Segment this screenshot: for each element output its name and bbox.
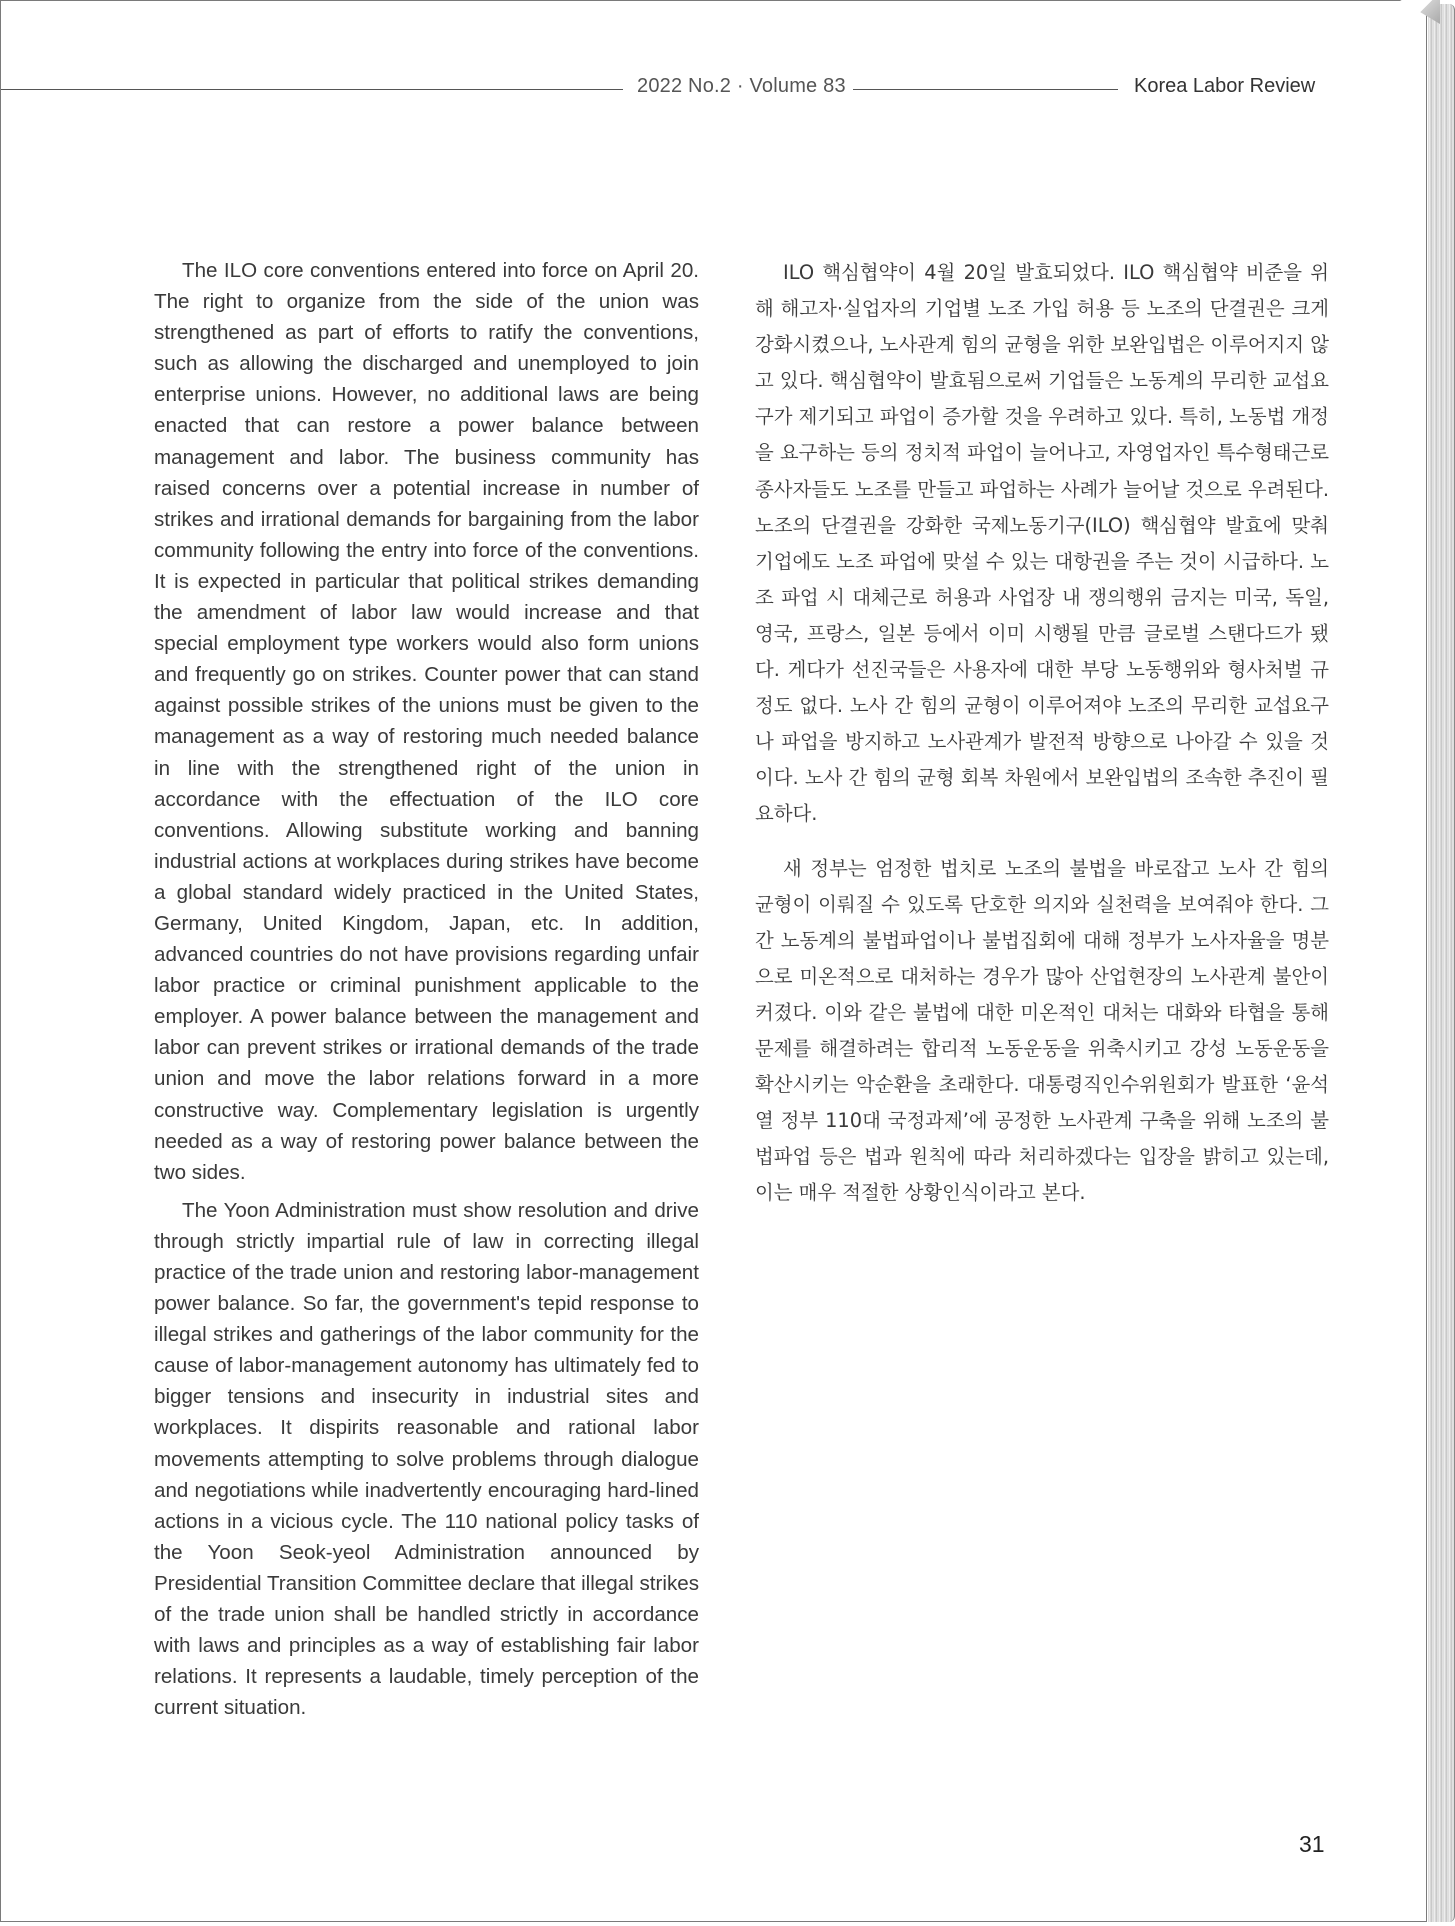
page-header <box>1 75 1331 105</box>
korean-column <box>755 255 1329 1211</box>
korean-paragraph-2: 새 정부는 엄정한 법치로 노조의 불법을 바로잡고 노사 간 힘의 균형이 이뤄질 수 있도록 단호한 의지와 실천력을 보여줘야 한다. 그간 노동계의 불법파업이나 불법집회에 대해 정부가 노사자율을 명분으로 미온적으로 대처하는 경우가 많아 산업현장의 노사관계 불안이 커졌다. 이와 같은 불법에 대한 미온적인 대처는 대화와 타협을 통해 문제를 해결하려는 합리적 노동운동을 위축시키고 강성 노동운동을 확산시키는 악순환을 초래한다. 대통령직인수위원회가 발표한 ‘윤석열 정부 110대 국정과제’에 공정한 노사관계 구축을 위해 노조의 불법파업 등은 법과 원칙에 따라 처리하겠다는 입장을 밝히고 있는데, 이는 매우 적절한 상황인식이라고 본다. <box>755 856 1329 1205</box>
korean-paragraph-1: ILO 핵심협약이 4월 20일 발효되었다. ILO 핵심협약 비준을 위해 해고자·실업자의 기업별 노조 가입 허용 등 노조의 단결권은 크게 강화시켰으나, 노사관계 힘의 균형을 위한 보완입법은 이루어지지 않고 있다. 핵심협약이 발효됨으로써 기업들은 노동계의 무리한 교섭요구가 제기되고 파업이 증가할 것을 우려하고 있다. 특히, 노동법 개정을 요구하는 등의 정치적 파업이 늘어나고, 자영업자인 특수형태근로종사자들도 노조를 만들고 파업하는 사례가 늘어날 것으로 우려된다. 노조의 단결권을 강화한 국제노동기구(ILO) 핵심협약 발효에 맞춰 기업에도 노조 파업에 맞설 수 있는 대항권을 주는 것이 시급하다. 노조 파업 시 대체근로 허용과 사업장 내 쟁의행위 금지는 미국, 독일, 영국, 프랑스, 일본 등에서 이미 시행될 만큼 글로벌 스탠다드가 됐다. 게다가 선진국들은 사용자에 대한 부당 노동행위와 형사처벌 규정도 없다. 노사 간 힘의 균형이 이루어져야 노조의 무리한 교섭요구나 파업을 방지하고 노사관계가 발전적 방향으로 나아갈 수 있을 것이다. 노사 간 힘의 균형 회복 차원에서 보완입법의 조속한 추진이 필요하다. <box>755 261 1329 826</box>
english-paragraph-2: The Yoon Administration must show resolution and drive through strictly impartial rule of law in correcting illegal practice of the trade union and restoring labor-management power balance. So far, the government's tepid response to illegal strikes and gatherings of the labor community for the cause of labor-management autonomy has ultimately fed to bigger tensions and insecurity in industrial sites and workplaces. It dispirits reasonable and rational labor movements attempting to solve problems through dialogue and negotiations while inadvertently encouraging hard-lined actions in a vicious cycle. The 110 national policy tasks of the Yoon Seok-yeol Administration announced by Presidential Transition Committee declare that illegal strikes of the trade union shall be handled strictly in accordance with laws and principles as a way of establishing fair labor relations. It represents a laudable, timely perception of the current situation. <box>154 1198 699 1720</box>
english-column <box>154 255 699 1723</box>
journal-title: Korea Labor Review <box>1134 75 1316 97</box>
page-number: 31 <box>1299 1831 1325 1857</box>
header-rule-left <box>1 89 623 90</box>
header-rule-middle <box>853 89 1118 90</box>
page-stack-edge <box>1428 4 1455 1922</box>
issue-label: 2022 No.2 · Volume 83 <box>637 75 846 97</box>
english-paragraph-1: The ILO core conventions entered into force on April 20. The right to organize from the side of the union was strengthened as part of efforts to ratify the conventions, such as allowing the discharged and unemployed to join enterprise unions. However, no additional laws are being enacted that can restore a power balance between management and labor. The business community has raised concerns over a potential increase in number of strikes and irrational demands for bargaining from the labor community following the entry into force of the conventions. It is expected in particular that political strikes demanding the amendment of labor law would increase and that special employment type workers would also form unions and frequently go on strikes. Counter power that can stand against possible strikes of the unions must be given to the management as a way of restoring much needed balance in line with the strengthened right of the union in accordance with the effectuation of the ILO core conventions. Allowing substitute working and banning industrial actions at workplaces during strikes have become a global standard widely practiced in the United States, Germany, United Kingdom, Japan, etc. In addition, advanced countries do not have provisions regarding unfair labor practice or criminal punishment applicable to the employer. A power balance between the management and labor can prevent strikes or irrational demands of the trade union and move the labor relations forward in a more constructive way. Complementary legislation is urgently needed as a way of restoring power balance between the two sides. <box>154 259 699 1184</box>
